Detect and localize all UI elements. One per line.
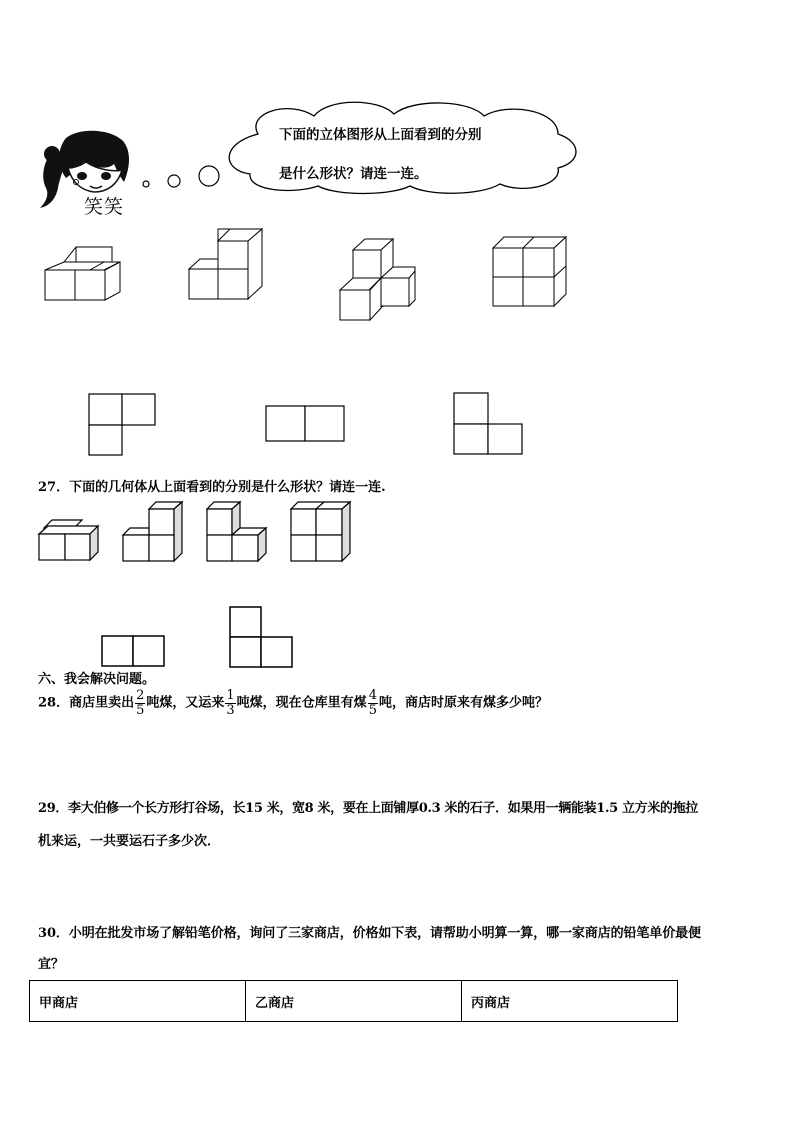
q27-solid-4 [290, 501, 352, 563]
fraction-4-5: $\frac{4}{5}$ [368, 688, 377, 718]
table-row [30, 981, 678, 1022]
girl-caption: 笑笑 [84, 196, 125, 218]
q27-top-view-l-shape [229, 606, 295, 670]
q28-part-3: 吨煤，现在仓库里有煤 [236, 695, 367, 711]
q27-solid-1 [38, 519, 100, 563]
cloud-text-line-2: 是什么形状？请连一连。 [279, 166, 428, 182]
section-6-title: 六、我会解决问题。 [38, 672, 156, 687]
top-view-l-shape-a [88, 393, 158, 457]
top-view-l-shape-b [453, 392, 525, 456]
solid-d-figure [492, 236, 570, 308]
q29-line-1: 29．李大伯修一个长方形打谷场，长15 米，宽8 米，要在上面铺厚0.3 米的石子．如果用一辆能装1.5 立方米的拖拉 [38, 801, 698, 816]
store-price-table [29, 980, 678, 1022]
q27-solid-3 [206, 501, 268, 563]
q28-part-4: 吨，商店时原来有煤多少吨？ [378, 695, 548, 711]
solid-b-figure [188, 228, 264, 302]
q29-line-2: 机来运，一共要运石子多少次． [38, 834, 221, 849]
solid-c-figure [339, 238, 417, 324]
cloud-text-line-1: 下面的立体图形从上面看到的分别 [279, 127, 482, 143]
q30-line-2: 宜？ [38, 957, 65, 972]
fraction-1-3: $\frac{1}{3}$ [226, 688, 235, 718]
thought-dots [138, 164, 222, 194]
q28-part-1: 28．商店里卖出 [38, 695, 135, 711]
solid-a-figure [44, 246, 124, 302]
fraction-2-5: $\frac{2}{5}$ [136, 688, 145, 718]
q30-line-1: 30．小明在批发市场了解铅笔价格，询问了三家商店，价格如下表，请帮助小明算一算，哪一家商店的铅笔单价最便 [38, 926, 701, 941]
q28-text [38, 689, 548, 717]
q27-solid-2 [122, 501, 184, 563]
q27-top-view-two-squares [101, 635, 167, 669]
table-header-cell: 丙商店 [462, 981, 678, 1022]
table-header-cell: 乙商店 [246, 981, 462, 1022]
q27-text: 27．下面的几何体从上面看到的分别是什么形状？请连一连. [38, 480, 386, 495]
top-view-two-squares-a [265, 405, 347, 443]
table-header-cell: 甲商店 [30, 981, 246, 1022]
q28-part-2: 吨煤，又运来 [146, 695, 225, 711]
